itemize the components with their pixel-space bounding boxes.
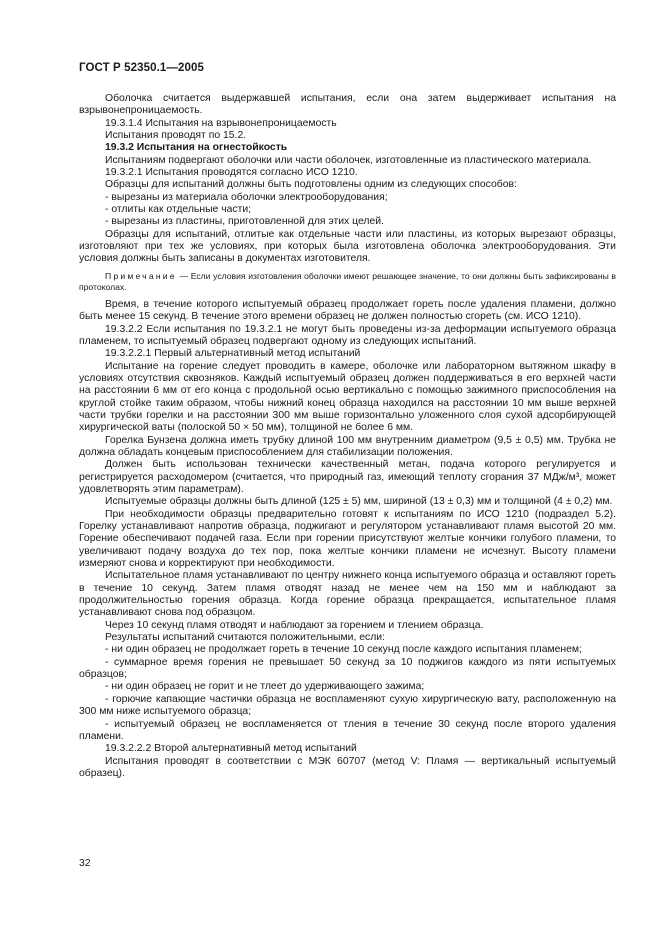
- list-item: - суммарное время горения не превышает 50 секунд за 10 поджигов каждого из пяти испытуемых образцов;: [79, 656, 616, 681]
- section-heading: 19.3.2 Испытания на огнестойкость: [105, 142, 288, 154]
- page-number: 32: [79, 858, 91, 869]
- note: [79, 271, 616, 293]
- paragraph: Испытания проводят в соответствии с МЭК 60707 (метод V: Пламя — вертикальный испытуемый образец).: [79, 755, 616, 779]
- paragraph: Оболочка считается выдержавшей испытания, если она затем выдерживает испытания на взрывонепроницаемость.: [79, 93, 616, 117]
- paragraph: Испытание на горение следует проводить в камере, оболочке или лабораторном вытяжном шкафу в условиях отсутствия сквозняков. Каждый испытуемый образец должен поддерживаться в его верхней части на расстоянии 6 мм от его конца с продольной осью вертикально с помощью зажимного приспособления на круглой стойке таким образом, чтобы нижний конец образца находился на расстоянии 10 мм выше верхней части трубки горелки и на расстоянии 300 мм выше горизонтально уложенного слоя сухой адсорбирующей хирургической ваты (полоской 50 × 50 мм), толщиной не более 6 мм.: [79, 360, 616, 434]
- paragraph: Результаты испытаний считаются положительными, если:: [105, 632, 385, 644]
- paragraph: Через 10 секунд пламя отводят и наблюдают за горением и тлением образца.: [105, 619, 484, 631]
- list-item: - вырезаны из материала оболочки электрооборудования;: [105, 191, 388, 203]
- paragraph: Испытательное пламя устанавливают по центру нижнего конца испытуемого образца и оставляют гореть в течение 10 секунд. Затем пламя отводят назад не менее чем на 150 мм и наблюдают за продолжительностью горения образца. Когда горение образца прекращается, испытательное пламя устанавливают снова под образцом.: [79, 570, 616, 619]
- paragraph: Образцы для испытаний должны быть подготовлены одним из следующих способов:: [105, 179, 517, 191]
- section-heading: 19.3.2.2.1 Первый альтернативный метод испытаний: [105, 348, 361, 360]
- list-item: - ни один образец не горит и не тлеет до удерживающего зажима;: [105, 681, 425, 693]
- document-body: [79, 93, 616, 780]
- note-text: — Если условия изготовления оболочки имеют решающее значение, то они должны быть зафиксированы в протоколах.: [79, 270, 616, 292]
- section-heading: 19.3.2.2.2 Второй альтернативный метод испытаний: [105, 743, 357, 755]
- list-item: - отлиты как отдельные части;: [105, 204, 252, 216]
- document-header: ГОСТ Р 52350.1—2005: [79, 62, 204, 74]
- paragraph: Время, в течение которого испытуемый образец продолжает гореть после удаления пламени, должно быть менее 15 секунд. В течение этого времени образец не должен полностью сгореть (см. ИСО 1210).: [79, 298, 616, 323]
- paragraph: 19.3.2.2 Если испытания по 19.3.2.1 не могут быть проведены из-за деформации испытуемого образца пламенем, то испытуемый образец подвергают одному из следующих испытаний.: [79, 323, 616, 347]
- list-item: - вырезаны из пластины, приготовленной для этих целей.: [105, 216, 384, 228]
- list-item: - ни один образец не продолжает гореть в течение 10 секунд после каждого испытания пламенем;: [105, 644, 582, 656]
- paragraph: Испытуемые образцы должны быть длиной (125 ± 5) мм, шириной (13 ± 0,3) мм и толщиной (4 ± 0,2) мм.: [105, 496, 613, 508]
- section-heading: 19.3.1.4 Испытания на взрывонепроницаемость: [105, 117, 337, 129]
- list-item: - испытуемый образец не воспламеняется от тления в течение 30 секунд после второго удаления пламени.: [79, 718, 616, 742]
- paragraph: Горелка Бунзена должна иметь трубку длиной 100 мм внутренним диаметром (9,5 ± 0,5) мм. Трубка не должна обладать концевым приспособлением для стабилизации положения.: [79, 434, 616, 458]
- paragraph: 19.3.2.1 Испытания проводятся согласно ИСО 1210.: [105, 167, 358, 179]
- note-label: Примечание: [105, 270, 177, 281]
- paragraph: Испытания проводят по 15.2.: [105, 130, 247, 142]
- paragraph: Образцы для испытаний, отлитые как отдельные части или пластины, из которых вырезают образцы, изготовляют при тех же условиях, при которых была изготовлена оболочка электрооборудования. Эти условия должны быть записаны в документах изготовителя.: [79, 228, 616, 265]
- paragraph: При необходимости образцы предварительно готовят к испытаниям по ИСО 1210 (подраздел 5.2). Горелку устанавливают напротив образца, поджигают и регулятором устанавливают пламя высотой 20 мм. Горение обеспечивают подачей газа. Если при горении присутствуют желтые кончики голубого пламени, то увеличивают подачу воздуха до тех пор, пока желтые кончики пламени не исчезнут. Высоту пламени измеряют снова и корректируют при необходимости.: [79, 508, 616, 570]
- paragraph: Испытаниям подвергают оболочки или части оболочек, изготовленные из пластического материала.: [105, 154, 592, 166]
- paragraph: Должен быть использован технически качественный метан, подача которого регулируется и регистрируется расходомером (считается, что природный газ, имеющий теплоту сгорания 37 МДж/м³, может удовлетворять этим параметрам).: [79, 459, 616, 495]
- list-item: - горючие капающие частички образца не воспламеняют сухую хирургическую вату, расположенную на 300 мм ниже испытуемого образца;: [79, 693, 616, 718]
